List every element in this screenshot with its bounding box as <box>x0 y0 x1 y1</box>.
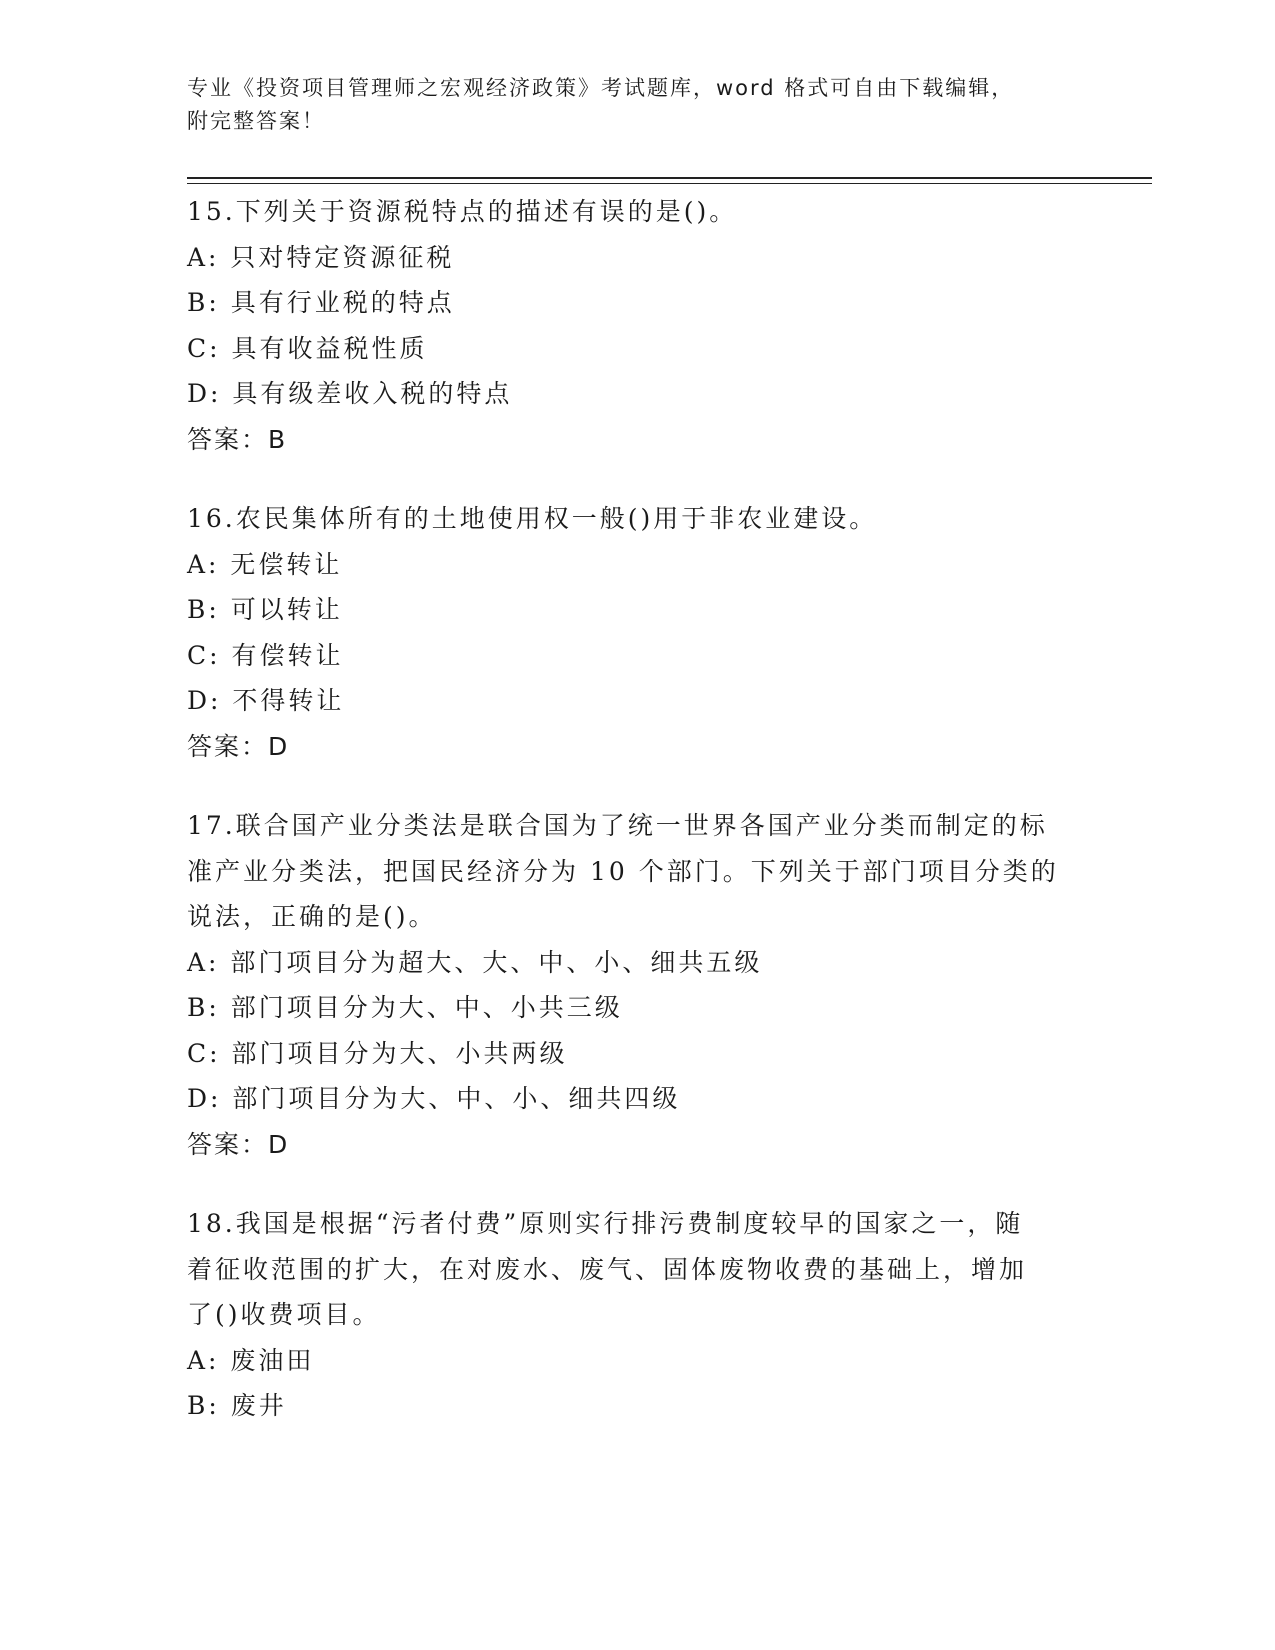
question-18 <box>187 1201 1067 1429</box>
question-16 <box>187 496 1067 769</box>
option-d: D: 部门项目分为大、中、小、细共四级 <box>187 1084 681 1113</box>
header-line-1: 专业《投资项目管理师之宏观经济政策》考试题库，word 格式可自由下载编辑， <box>187 76 1015 100</box>
question-stem-line-1: 18.我国是根据“污者付费”原则实行排污费制度较早的国家之一，随 <box>187 1209 1024 1238</box>
question-stem: 15.下列关于资源税特点的描述有误的是()。 <box>187 197 738 226</box>
option-d: D: 具有级差收入税的特点 <box>187 379 513 408</box>
question-stem-line-2: 准产业分类法，把国民经济分为 10 个部门。下列关于部门项目分类的 <box>187 856 1059 886</box>
option-a: A: 只对特定资源征税 <box>187 242 455 272</box>
answer-label: 答案：B <box>187 424 288 454</box>
option-b: B: 可以转让 <box>187 595 343 624</box>
question-stem-line-1: 17.联合国产业分类法是联合国为了统一世界各国产业分类而制定的标 <box>187 811 1048 840</box>
document-header <box>187 72 1067 138</box>
option-b: B: 部门项目分为大、中、小共三级 <box>187 993 623 1022</box>
option-c: C: 部门项目分为大、小共两级 <box>187 1038 568 1068</box>
question-stem-line-3: 了()收费项目。 <box>187 1300 381 1329</box>
answer-label: 答案：D <box>187 1129 290 1159</box>
question-15 <box>187 189 1067 462</box>
question-list <box>187 189 1067 1463</box>
option-a: A: 废油田 <box>187 1345 315 1375</box>
header-divider <box>187 177 1152 184</box>
question-17 <box>187 803 1067 1167</box>
option-c: C: 具有收益税性质 <box>187 333 428 363</box>
question-stem-line-2: 着征收范围的扩大，在对废水、废气、固体废物收费的基础上，增加 <box>187 1254 1028 1284</box>
option-c: C: 有偿转让 <box>187 640 344 670</box>
option-b: B: 废井 <box>187 1391 287 1420</box>
option-a: A: 部门项目分为超大、大、中、小、细共五级 <box>187 947 763 977</box>
question-stem-line-3: 说法，正确的是()。 <box>187 902 437 931</box>
option-a: A: 无偿转让 <box>187 549 343 579</box>
option-d: D: 不得转让 <box>187 686 345 715</box>
question-stem: 16.农民集体所有的土地使用权一般()用于非农业建设。 <box>187 504 878 533</box>
answer-label: 答案：D <box>187 731 290 761</box>
header-line-2: 附完整答案！ <box>187 109 325 133</box>
option-b: B: 具有行业税的特点 <box>187 288 455 317</box>
